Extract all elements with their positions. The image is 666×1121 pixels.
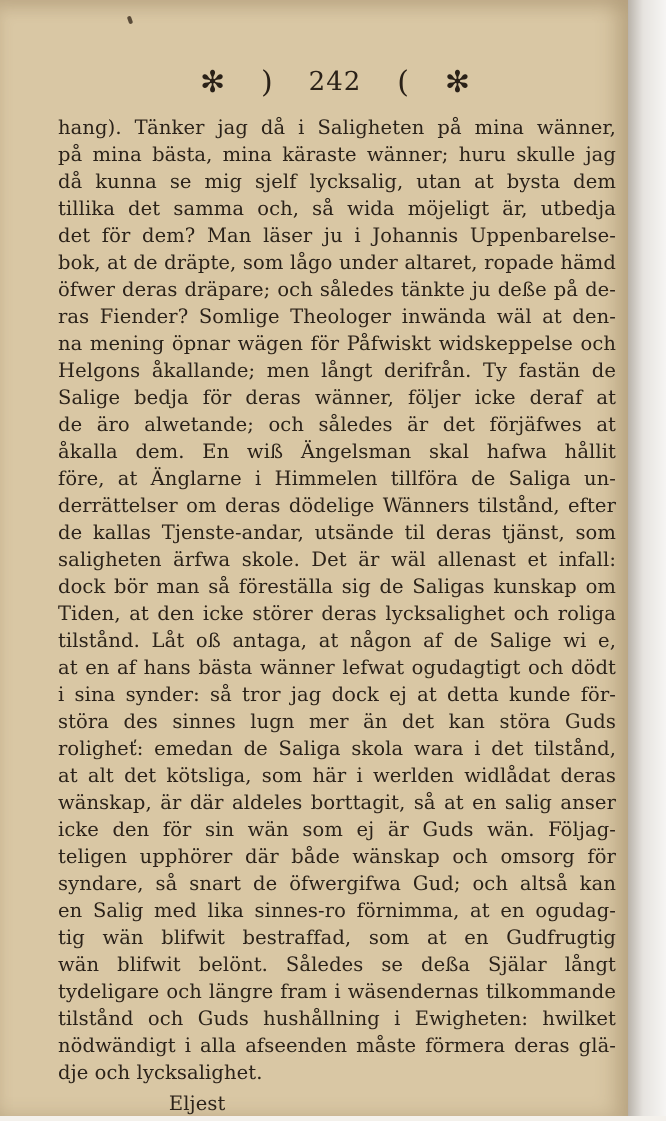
catchword: Eljest	[168, 1092, 226, 1115]
text-line: dock bör man så föreställa sig de Saligas kunskap om	[58, 575, 616, 598]
text-line: före, at Änglarne i Himmelen tillföra de Saliga un-	[58, 467, 616, 490]
text-line: saligheten ärfwa skole. Det är wäl allenast et infall:	[58, 548, 616, 571]
text-line: ras Fiender? Somlige Theologer inwända wäl at den-	[58, 305, 616, 328]
text-line: då kunna se mig sjelf lycksalig, utan at bysta dem	[58, 170, 616, 193]
text-line: på mina bästa, mina käraste wänner; huru skulle jag	[58, 143, 616, 166]
right-ornament: ✻	[444, 64, 470, 100]
text-line: en Salig med lika sinnes-ro förnimma, at en ogudag-	[58, 899, 616, 922]
text-line: na mening öpnar wägen för Påfwiskt widskeppelse och	[58, 332, 616, 355]
text-line: dje och lycksalighet.	[58, 1061, 263, 1084]
text-line: det för dem? Man läser ju i Johannis Uppenbarelse-	[58, 224, 616, 247]
page-number: 242	[308, 67, 362, 97]
body-text	[58, 114, 616, 1121]
text-line: de kallas Tjenste-andar, utsände til deras tjänst, som	[58, 521, 616, 544]
text-line: de äro alwetande; och således är det förjäfwes at	[58, 413, 616, 436]
page-header	[200, 62, 470, 102]
text-line: i sina synder: så tror jag dock ej at detta kunde för-	[58, 683, 616, 706]
text-line: nödwändigt i alla afseenden måste förmera deras glä-	[58, 1034, 616, 1057]
text-line: bok, at de dräpte, som lågo under altaret, ropade hämd	[58, 251, 616, 274]
text-line: hang). Tänker jag då i Saligheten på mina wänner,	[58, 116, 616, 139]
text-line: Salige bedja för deras wänner, följer icke deraf at	[58, 386, 616, 409]
text-line: at alt det kötsliga, som här i werlden widlådat deras	[58, 764, 616, 787]
text-line: roligheť: emedan de Saliga skola wara i det tilstånd,	[58, 737, 616, 760]
text-line: tilstånd och Guds hushållning i Ewigheten: hwilket	[58, 1007, 616, 1030]
left-ornament: ✻	[200, 64, 226, 100]
text-line: teligen upphörer där både wänskap och omsorg för	[58, 845, 616, 868]
text-line: tilstånd. Låt oß antaga, at någon af de Salige wi e,	[58, 629, 616, 652]
text-line: tydeligare och längre fram i wäsendernas tilkommande	[58, 980, 616, 1003]
text-line: wänskap, är där aldeles borttagit, så at en salig anser	[58, 791, 616, 814]
text-line: wän blifwit belönt. Således se deßa Själar långt	[58, 953, 616, 976]
text-line: at en af hans bästa wänner lefwat ogudagtigt och dödt	[58, 656, 616, 679]
page-edge	[628, 0, 666, 1116]
text-line: störa des sinnes lugn mer än det kan störa Guds	[58, 710, 616, 733]
text-line: åkalla dem. En wiß Ängelsman skal hafwa hållit	[58, 440, 616, 463]
ink-speck	[127, 16, 133, 25]
text-line: Helgons åkallande; men långt derifrån. Ty fastän de	[58, 359, 616, 382]
text-line: icke den för sin wän som ej är Guds wän. Följag-	[58, 818, 616, 841]
text-line: tillika det samma och, så wida möjeligt är, utbedja	[58, 197, 616, 220]
text-line: derrättelser om deras dödelige Wänners tilstånd, efter	[58, 494, 616, 517]
text-line: öfwer deras dräpare; och således tänkte ju deße på de-	[58, 278, 616, 301]
text-line: tig wän blifwit bestraffad, som at en Gudfrugtig	[58, 926, 616, 949]
right-paren: (	[397, 64, 409, 100]
left-paren: )	[261, 64, 273, 100]
text-line: syndare, så snart de öfwergifwa Gud; och altså kan	[58, 872, 616, 895]
text-line: Tiden, at den icke störer deras lycksalighet och roliga	[58, 602, 616, 625]
